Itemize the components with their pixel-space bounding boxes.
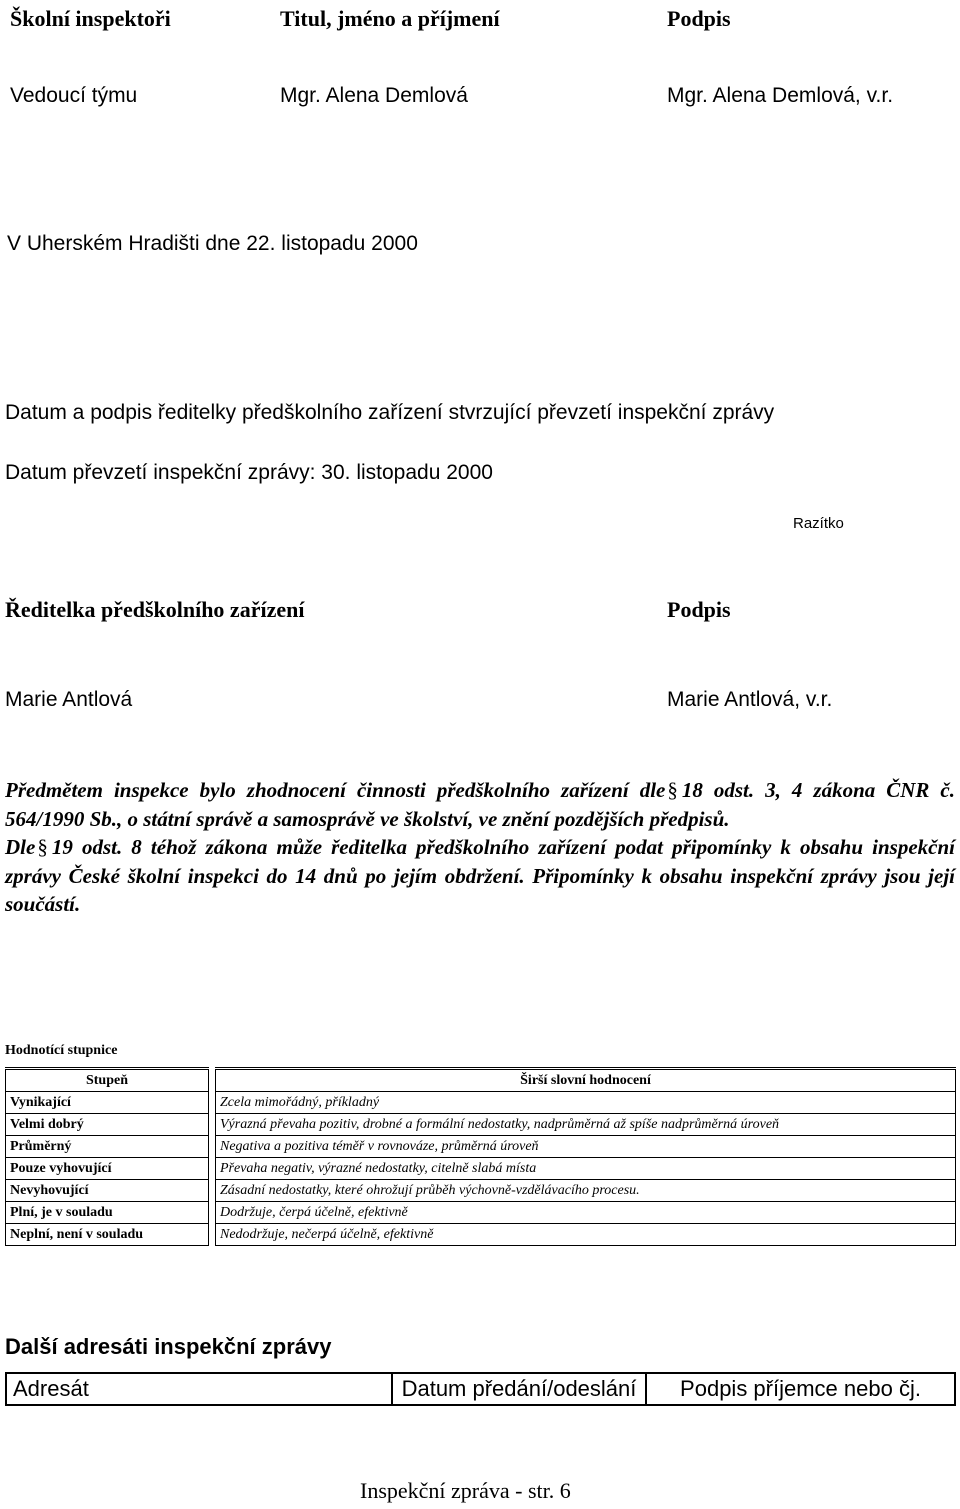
stamp-label: Razítko <box>793 515 844 532</box>
name-header: Titul, jméno a příjmení <box>280 6 500 31</box>
rating-degree: Vynikající <box>6 1092 209 1114</box>
rating-description: Nedodržuje, nečerpá účelně, efektivně <box>216 1224 956 1246</box>
rating-degree: Nevyhovující <box>6 1180 209 1202</box>
addressees-table <box>5 1372 956 1406</box>
page-footer: Inspekční zpráva - str. 6 <box>360 1478 571 1503</box>
subject-part3: Dle <box>5 835 36 859</box>
rating-description: Zásadní nedostatky, které ohrožují průběh výchovně-vzdělávacího procesu. <box>216 1180 956 1202</box>
rating-scale-title: Hodnotící stupnice <box>5 1043 118 1058</box>
description-column-header: Širší slovní hodnocení <box>216 1069 956 1092</box>
rating-row <box>6 1114 956 1136</box>
inspector-role: Vedoucí týmu <box>10 84 138 107</box>
section-sign-icon: § <box>667 778 678 802</box>
director-section-heading: Datum a podpis ředitelky předškolního zařízení stvrzující převzetí inspekční zprávy <box>5 401 775 424</box>
rating-row <box>6 1158 956 1180</box>
rating-degree: Pouze vyhovující <box>6 1158 209 1180</box>
rating-row <box>6 1092 956 1114</box>
rating-description: Výrazná převaha pozitiv, drobné a formální nedostatky, nadprůměrná až spíše nadprůměrná úroveň <box>216 1114 956 1136</box>
signature-header: Podpis <box>667 6 731 31</box>
addressees-title: Další adresáti inspekční zprávy <box>5 1334 332 1359</box>
rating-scale-table <box>5 1067 956 1246</box>
rating-description: Převaha negativ, výrazné nedostatky, citelně slabá místa <box>216 1158 956 1180</box>
rating-description: Dodržuje, čerpá účelně, efektivně <box>216 1202 956 1224</box>
receipt-date: Datum převzetí inspekční zprávy: 30. listopadu 2000 <box>5 461 493 484</box>
date-column-header: Datum předání/odeslání <box>392 1373 646 1405</box>
director-signature: Marie Antlová, v.r. <box>667 688 833 711</box>
rating-row <box>6 1202 956 1224</box>
rating-row <box>6 1180 956 1202</box>
rating-row <box>6 1136 956 1158</box>
inspector-signature: Mgr. Alena Demlová, v.r. <box>667 84 894 107</box>
rating-degree: Neplní, není v souladu <box>6 1224 209 1246</box>
degree-column-header: Stupeň <box>6 1069 209 1092</box>
rating-degree: Velmi dobrý <box>6 1114 209 1136</box>
inspectors-header: Školní inspektoři <box>10 6 171 31</box>
recipient-signature-column-header: Podpis příjemce nebo čj. <box>646 1373 955 1405</box>
section-sign-icon: § <box>37 835 48 859</box>
addressee-column-header: Adresát <box>6 1373 392 1405</box>
subject-part2: 18 odst. 3, 4 zákona ČNR č. 564/1990 Sb., o státní správě a samosprávě ve školství, ve znění pozdějších předpisů. <box>5 778 955 831</box>
subject-part4: 19 odst. 8 téhož zákona může ředitelka předškolního zařízení podat připomínky k obsahu inspekční zprávy České školní inspekci do 14 dnů po jejím obdržení. Připomínky k obsahu inspekční zprávy jsou její součástí. <box>5 835 955 916</box>
director-name: Marie Antlová <box>5 688 133 711</box>
rating-description: Zcela mimořádný, příkladný <box>216 1092 956 1114</box>
inspector-name: Mgr. Alena Demlová <box>280 84 468 107</box>
director-signature-label: Podpis <box>667 597 731 622</box>
rating-degree: Plní, je v souladu <box>6 1202 209 1224</box>
rating-row <box>6 1224 956 1246</box>
director-label: Ředitelka předškolního zařízení <box>5 597 305 622</box>
rating-degree: Průměrný <box>6 1136 209 1158</box>
rating-description: Negativa a pozitiva téměř v rovnováze, průměrná úroveň <box>216 1136 956 1158</box>
inspection-subject-paragraph <box>5 776 955 919</box>
place-date: V Uherském Hradišti dne 22. listopadu 2000 <box>7 232 418 255</box>
subject-part1: Předmětem inspekce bylo zhodnocení činnosti předškolního zařízení dle <box>5 778 666 802</box>
